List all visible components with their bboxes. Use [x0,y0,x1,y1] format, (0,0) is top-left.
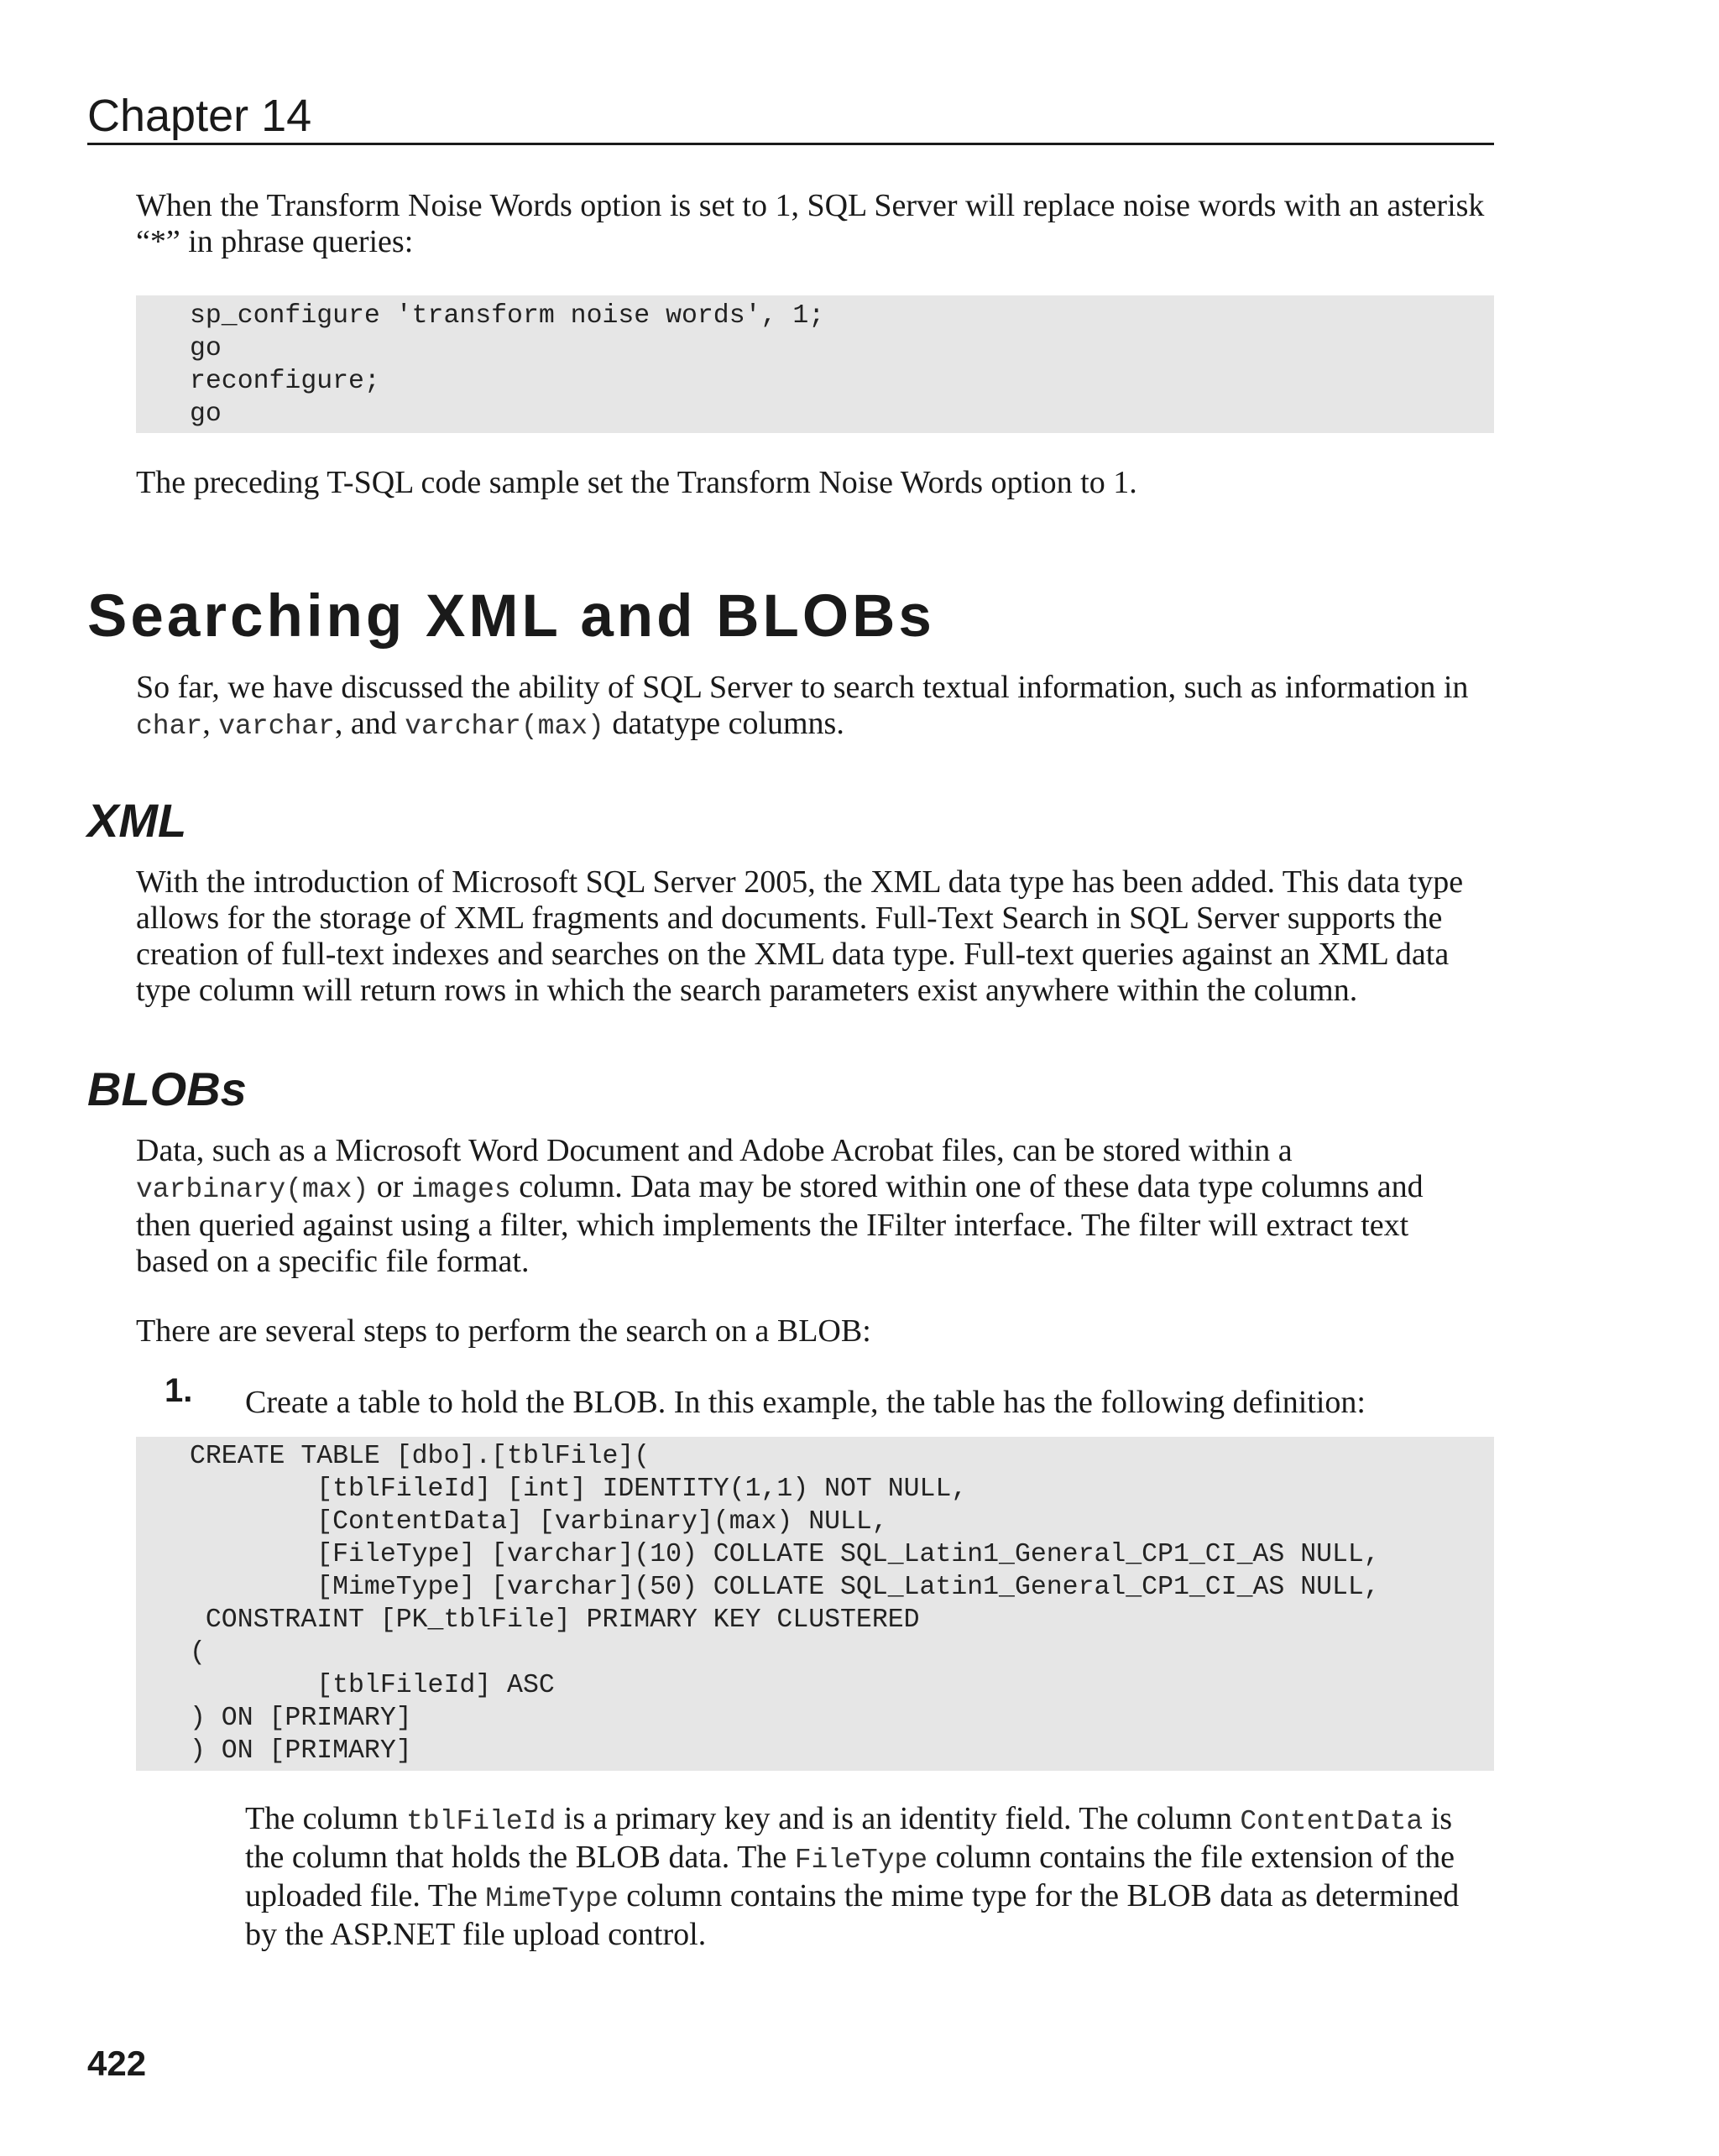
text-run: is a primary key and is an identity field. The column [556,1801,1241,1836]
text-run: uploaded file. The [245,1878,486,1913]
chapter-title: Chapter 14 [87,91,312,141]
intro-paragraph [136,188,1484,260]
text-sep: , [202,706,219,741]
code-block-create-table [136,1437,1494,1771]
steps-intro: There are several steps to perform the search on a BLOB: [136,1313,871,1349]
inline-code-tblfileid: tblFileId [406,1806,556,1837]
intro-line-1: When the Transform Noise Words option is set to 1, SQL Server will replace noise words with an asterisk [136,188,1485,223]
section-intro-line-1: So far, we have discussed the ability of SQL Server to search textual information, such as information in [136,670,1469,705]
code-explanation: The preceding T-SQL code sample set the Transform Noise Words option to 1. [136,465,1137,500]
inline-code-varchar: varchar [218,711,335,742]
header-rule [87,143,1494,145]
xml-line: type column will return rows in which the search parameters exist anywhere within the column. [136,973,1358,1008]
text-run: is [1423,1801,1453,1836]
intro-line-2: “*” in phrase queries: [136,224,414,259]
xml-line: allows for the storage of XML fragments and documents. Full-Text Search in SQL Server supports the [136,901,1443,936]
inline-code-mimetype: MimeType [485,1883,619,1914]
inline-code-contentdata: ContentData [1240,1806,1424,1837]
text-sep: or [368,1169,411,1204]
text-run: the column that holds the BLOB data. The [245,1840,795,1875]
text-run: column contains the mime type for the BLOB data as determined [618,1878,1460,1913]
xml-paragraph [136,864,1463,1009]
explain-line-3 [245,1878,1459,1917]
text-run: column. Data may be stored within one of these data type columns and [510,1169,1424,1204]
section-intro-paragraph [136,670,1468,744]
explain-line-1 [245,1801,1459,1840]
xml-line: With the introduction of Microsoft SQL Server 2005, the XML data type has been added. This data type [136,864,1464,900]
code-config-text: sp_configure 'transform noise words', 1; go reconfigure; go [190,301,825,429]
code-block-config [136,295,1494,433]
inline-code-images: images [410,1174,511,1205]
blobs-paragraph [136,1133,1424,1280]
step-1-text: Create a table to hold the BLOB. In this example, the table has the following definition: [245,1385,1366,1420]
text-run: The column [245,1801,407,1836]
blobs-line-1: Data, such as a Microsoft Word Document and Adobe Acrobat files, can be stored within a [136,1133,1293,1168]
text-run: column contains the file extension of the [927,1840,1455,1875]
section-intro-line-2 [136,706,1468,744]
xml-heading: XML [87,794,187,847]
inline-code-varbinary-max: varbinary(max) [136,1174,369,1205]
blobs-heading: BLOBs [87,1062,247,1115]
blobs-line-3: then queried against using a filter, which implements the IFilter interface. The filter will extract text [136,1208,1409,1243]
inline-code-varchar-max: varchar(max) [405,711,604,742]
explain-line-2 [245,1840,1459,1878]
inline-code-filetype: FileType [794,1845,928,1876]
column-explanation-paragraph [245,1801,1459,1953]
inline-code-char: char [136,711,203,742]
page-number: 422 [87,2044,147,2083]
blobs-line-4: based on a specific file format. [136,1244,530,1279]
step-number: 1. [165,1372,193,1409]
text-end: datatype columns. [603,706,844,741]
code-create-table-text: CREATE TABLE [dbo].[tblFile]( [tblFileId] [int] IDENTITY(1,1) NOT NULL, [ContentData] [varbinary](max) NULL, [FileType] [varchar](10) COLLATE SQL_Latin1_General_CP1_CI_AS NULL, [MimeType] [varchar](50) COLLATE SQL_Latin1_General_CP1_CI_AS NULL, CONSTRAINT [PK_tblFile] PRIMARY KEY CLUSTERED ( [tblFileId] ASC ) ON [PRIMARY] ) ON [PRIMARY] [190,1442,1380,1766]
xml-line: creation of full-text indexes and searches on the XML data type. Full-text queries against an XML data [136,937,1450,972]
section-heading: Searching XML and BLOBs [87,583,935,650]
blobs-line-2 [136,1169,1424,1208]
explain-line-4: by the ASP.NET file upload control. [245,1917,707,1952]
text-sep: , and [334,706,405,741]
